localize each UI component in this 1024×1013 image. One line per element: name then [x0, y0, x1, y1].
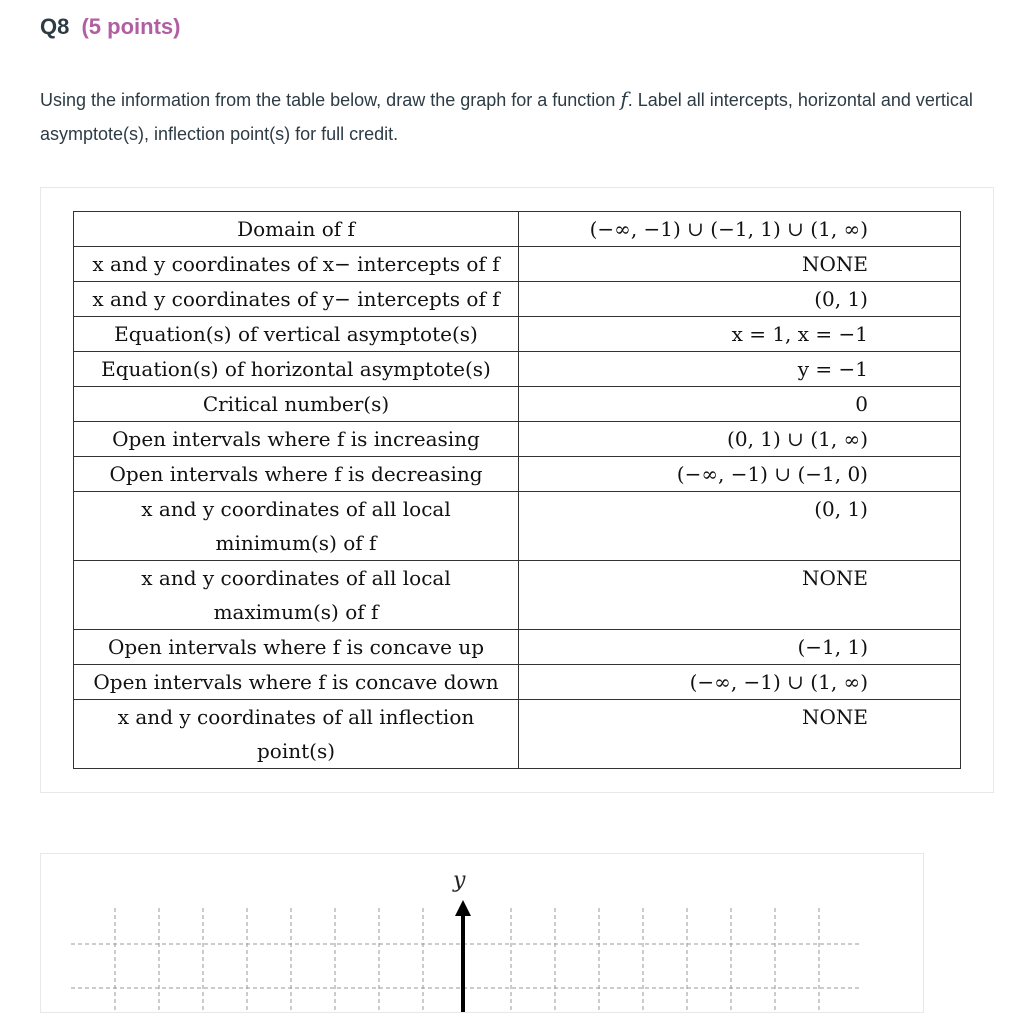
table-row	[74, 665, 961, 700]
table-row	[74, 352, 961, 387]
table-row	[74, 212, 961, 247]
row-value: 0	[519, 387, 961, 422]
table-row	[74, 247, 961, 282]
question-prompt	[40, 82, 1010, 151]
prompt-function-symbol: f	[620, 87, 628, 111]
row-label: x and y coordinates of x− intercepts of f	[74, 247, 519, 282]
prompt-text-start: Using the information from the table below, draw the graph for a function	[40, 90, 621, 110]
row-value: (−∞, −1) ∪ (1, ∞)	[519, 665, 961, 700]
row-value: (−∞, −1) ∪ (−1, 1) ∪ (1, ∞)	[519, 212, 961, 247]
table-row	[74, 630, 961, 665]
table-row	[74, 700, 961, 769]
row-label: Domain of f	[74, 212, 519, 247]
row-label: Open intervals where f is decreasing	[74, 457, 519, 492]
row-value: NONE	[519, 561, 961, 630]
table-row	[74, 492, 961, 561]
row-value: (0, 1) ∪ (1, ∞)	[519, 422, 961, 457]
row-label: Open intervals where f is concave up	[74, 630, 519, 665]
row-value: x = 1, x = −1	[519, 317, 961, 352]
row-value: (0, 1)	[519, 282, 961, 317]
row-value: (0, 1)	[519, 492, 961, 561]
table-row	[74, 317, 961, 352]
row-label: Critical number(s)	[74, 387, 519, 422]
y-axis	[455, 900, 471, 1013]
row-value: (−1, 1)	[519, 630, 961, 665]
row-value: NONE	[519, 700, 961, 769]
row-value: (−∞, −1) ∪ (−1, 0)	[519, 457, 961, 492]
row-value: NONE	[519, 247, 961, 282]
table-image-panel	[40, 187, 994, 793]
table-row	[74, 561, 961, 630]
row-label: Open intervals where f is concave down	[74, 665, 519, 700]
question-points: (5 points)	[81, 14, 181, 39]
table-row	[74, 282, 961, 317]
table-row	[74, 422, 961, 457]
prompt-text-end: . Label all intercepts, horizontal and vertical asymptote(s), inflection point(s) for full credit.	[40, 90, 973, 144]
row-label: x and y coordinates of y− intercepts of f	[74, 282, 519, 317]
row-label: Open intervals where f is increasing	[74, 422, 519, 457]
grid-lines	[71, 908, 861, 1013]
question-number: Q8	[40, 14, 70, 39]
graph-grid-panel	[40, 853, 924, 1013]
function-info-table	[73, 211, 961, 769]
arrow-up-icon	[455, 900, 471, 916]
graph-grid	[41, 854, 924, 1013]
question-header	[40, 14, 180, 40]
row-value: y = −1	[519, 352, 961, 387]
row-label: Equation(s) of horizontal asymptote(s)	[74, 352, 519, 387]
y-axis-label: y	[453, 868, 466, 893]
row-label: x and y coordinates of all inflection point(s)	[74, 700, 519, 769]
table-row	[74, 387, 961, 422]
row-label: Equation(s) of vertical asymptote(s)	[74, 317, 519, 352]
table-row	[74, 457, 961, 492]
row-label: x and y coordinates of all local maximum(s) of f	[74, 561, 519, 630]
row-label: x and y coordinates of all local minimum(s) of f	[74, 492, 519, 561]
